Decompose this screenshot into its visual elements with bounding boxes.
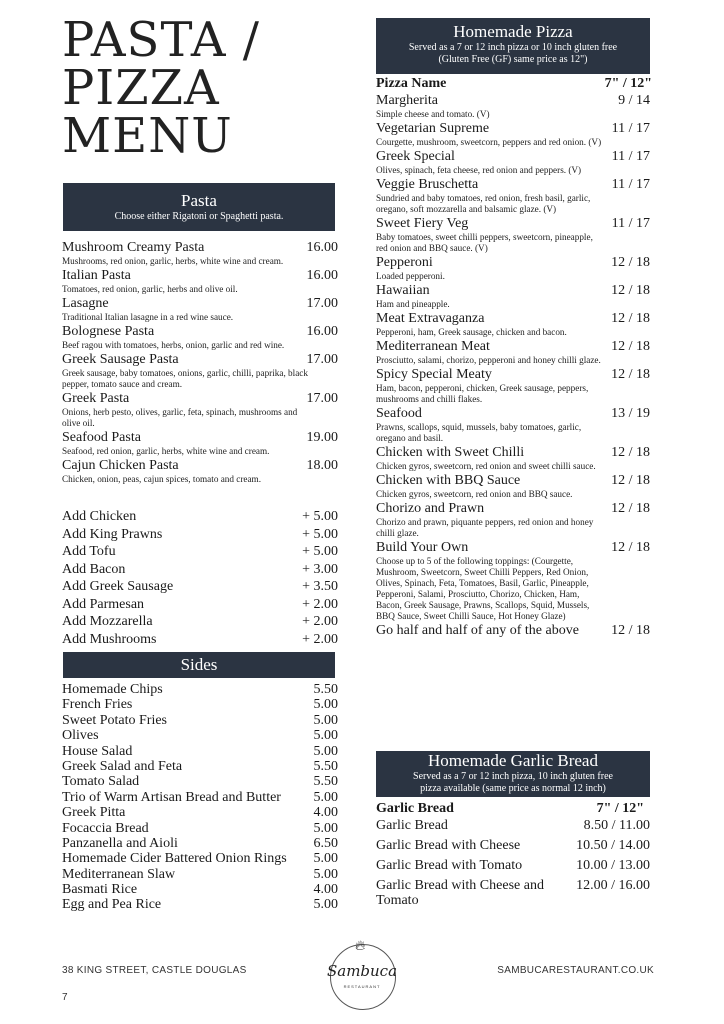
pasta-item <box>62 240 340 267</box>
item-price: 16.00 <box>306 268 338 283</box>
item-price: 12.00 / 16.00 <box>576 878 650 893</box>
item-name: Seafood <box>376 406 422 421</box>
item-name: Seafood Pasta <box>62 430 141 445</box>
pizza-item <box>376 540 652 622</box>
item-price: + 5.00 <box>302 544 338 559</box>
item-price: 13 / 19 <box>611 406 650 421</box>
addon-item <box>62 614 340 632</box>
item-description: Sundried and baby tomatoes, red onion, fresh basil, garlic, oregano, soft mozzarella and balsamic glaze. (V) <box>376 193 591 214</box>
pasta-item <box>62 391 340 429</box>
item-price: 18.00 <box>306 458 338 473</box>
item-price: 12 / 18 <box>611 445 650 460</box>
garlic-bread-item <box>376 838 652 853</box>
pizza-item <box>376 283 652 310</box>
item-name: Add Bacon <box>62 561 126 577</box>
item-description: Greek sausage, baby tomatoes, onions, garlic, chilli, paprika, black pepper, tomato sauce and cream. <box>62 368 308 389</box>
pizza-item <box>376 255 652 282</box>
item-description: Beef ragou with tomatoes, herbs, onion, garlic and red wine. <box>62 340 285 350</box>
item-price: 17.00 <box>306 391 338 406</box>
page-number: 7 <box>62 992 68 1003</box>
side-item <box>62 867 340 882</box>
item-name: Cajun Chicken Pasta <box>62 458 179 473</box>
pizza-item <box>376 367 652 405</box>
item-price: + 5.00 <box>302 509 338 524</box>
item-price: 12 / 18 <box>611 339 650 354</box>
addon-item <box>62 562 340 580</box>
restaurant-logo <box>324 938 400 1018</box>
item-description: Prosciutto, salami, chorizo, pepperoni and honey chilli glaze. <box>376 355 601 365</box>
item-price: 12 / 18 <box>611 255 650 270</box>
pasta-item <box>62 268 340 295</box>
item-name: Egg and Pea Rice <box>62 897 162 913</box>
item-name: Add King Prawns <box>62 526 163 542</box>
item-name: Homemade Chips <box>62 682 163 697</box>
item-price: 12 / 18 <box>611 501 650 516</box>
item-price: 5.00 <box>313 743 338 759</box>
item-description: Chicken gyros, sweetcorn, red onion and sweet chilli sauce. <box>376 461 596 471</box>
item-name: Greek Sausage Pasta <box>62 352 179 367</box>
item-price: 5.00 <box>313 728 338 744</box>
item-price: 12 / 18 <box>611 473 650 488</box>
item-price: 12 / 18 <box>611 623 650 638</box>
item-name: Mushroom Creamy Pasta <box>62 240 205 255</box>
item-price: 12 / 18 <box>611 540 650 555</box>
pizza-item <box>376 501 652 539</box>
item-price: + 5.00 <box>302 526 338 542</box>
item-name: Pepperoni <box>376 255 433 270</box>
item-name: Sweet Potato Fries <box>62 712 167 728</box>
item-description: Ham and pineapple. <box>376 299 450 309</box>
item-name: Mediterranean Slaw <box>62 866 176 882</box>
garlic-bread-item <box>376 818 652 833</box>
logo-subtext: RESTAURANT <box>343 984 381 989</box>
item-name: Build Your Own <box>376 540 469 555</box>
pasta-list <box>62 240 340 486</box>
side-item <box>62 882 340 897</box>
item-name: Veggie Bruschetta <box>376 177 479 192</box>
item-price: 12 / 18 <box>611 311 650 326</box>
item-price: 5.00 <box>313 697 338 713</box>
item-price: 5.00 <box>313 820 338 836</box>
garlic-heading: Homemade Garlic Bread <box>428 751 598 770</box>
item-name: Olives <box>62 728 99 744</box>
item-price: 9 / 14 <box>618 93 650 108</box>
side-item <box>62 682 340 697</box>
item-name: Chorizo and Prawn <box>376 501 485 516</box>
item-description: Choose up to 5 of the following toppings: (Courgette, Mushroom, Sweetcorn, Sweet Chilli Peppers, Red Onion, Olives, Spinach, Feta, Tomatoes, Basil, Garlic, Pineapple, Pepperoni, Salami, Prosciutto, Chorizo, Chicken, Ham, Bacon, Greek Sausage, Prawns, Scallops, Squid, Mussels, BBQ Sauce, Sweet Chilli Sauce, Hot Honey Glaze) <box>376 556 590 621</box>
pizza-col-price: 7" / 12" <box>604 76 652 91</box>
item-price: 6.50 <box>313 835 338 851</box>
item-description: Mushrooms, red onion, garlic, herbs, white wine and cream. <box>62 256 284 266</box>
item-description: Courgette, mushroom, sweetcorn, peppers and red onion. (V) <box>376 137 602 147</box>
pizza-item <box>376 623 652 639</box>
item-name: Focaccia Bread <box>62 820 149 836</box>
item-name: Meat Extravaganza <box>376 311 485 326</box>
addon-item <box>62 579 340 597</box>
item-description: Olives, spinach, feta cheese, red onion and peppers. (V) <box>376 165 582 175</box>
item-price: 17.00 <box>306 296 338 311</box>
pasta-header <box>63 183 335 231</box>
pizza-subheading: Served as a 7 or 12 inch pizza or 10 inch gluten free (Gluten Free (GF) same price as 12") <box>408 42 618 65</box>
side-item <box>62 759 340 774</box>
item-name: House Salad <box>62 743 133 759</box>
item-name: Vegetarian Supreme <box>376 121 490 136</box>
item-description: Traditional Italian lasagne in a red wine sauce. <box>62 312 234 322</box>
item-name: Tomato Salad <box>62 774 140 790</box>
sides-list <box>62 682 340 913</box>
item-name: Chicken with Sweet Chilli <box>376 445 525 460</box>
sides-heading: Sides <box>180 655 218 674</box>
side-item <box>62 728 340 743</box>
pizza-col-name: Pizza Name <box>376 76 447 91</box>
garlic-subheading: Served as a 7 or 12 inch pizza, 10 inch gluten free pizza available (same price as normal 12 inch) <box>413 771 613 794</box>
item-price: 5.00 <box>313 789 338 805</box>
item-name: Greek Pitta <box>62 805 126 821</box>
item-price: 17.00 <box>306 352 338 367</box>
item-name: Add Mozzarella <box>62 614 153 629</box>
footer-website[interactable]: SAMBUCARESTAURANT.CO.UK <box>497 965 654 976</box>
item-price: + 2.00 <box>302 614 338 629</box>
garlic-bread-item <box>376 878 652 908</box>
pizza-item <box>376 473 652 500</box>
item-price: + 2.00 <box>302 631 338 647</box>
item-name: Greek Pasta <box>62 391 130 406</box>
pizza-header <box>376 18 650 74</box>
pizza-item <box>376 445 652 472</box>
item-name: Chicken with BBQ Sauce <box>376 473 521 488</box>
item-name: Add Tofu <box>62 544 116 559</box>
pizza-item <box>376 216 652 254</box>
side-item <box>62 744 340 759</box>
item-price: + 2.00 <box>302 596 338 612</box>
item-name: Margherita <box>376 93 438 108</box>
item-price: 5.00 <box>313 712 338 728</box>
item-price: 5.00 <box>313 866 338 882</box>
item-name: Greek Salad and Feta <box>62 758 183 774</box>
pasta-item <box>62 352 340 390</box>
item-name: Spicy Special Meaty <box>376 367 492 382</box>
item-description: Pepperoni, ham, Greek sausage, chicken and bacon. <box>376 327 567 337</box>
item-name: Garlic Bread <box>376 818 448 833</box>
item-name: Add Greek Sausage <box>62 579 174 594</box>
item-price: 11 / 17 <box>611 121 650 136</box>
pasta-item <box>62 430 340 457</box>
item-price: 4.00 <box>313 882 338 898</box>
pizza-item <box>376 149 652 176</box>
footer-address: 38 KING STREET, CASTLE DOUGLAS <box>62 965 247 976</box>
item-price: 19.00 <box>306 430 338 445</box>
side-item <box>62 897 340 912</box>
item-name: Panzanella and Aioli <box>62 835 178 851</box>
item-name: Garlic Bread with Cheese and Tomato <box>376 878 544 908</box>
item-description: Chicken, onion, peas, cajun spices, tomato and cream. <box>62 474 262 484</box>
item-name: Add Chicken <box>62 509 137 524</box>
item-price: 16.00 <box>306 240 338 255</box>
pizza-item <box>376 177 652 215</box>
side-item <box>62 713 340 728</box>
item-name: Add Mushrooms <box>62 631 157 647</box>
item-name: Sweet Fiery Veg <box>376 216 469 231</box>
item-price: 11 / 17 <box>611 177 650 192</box>
title-line-2: PIZZA <box>62 60 220 116</box>
page-title <box>62 12 362 164</box>
item-description: Onions, herb pesto, olives, garlic, feta, spinach, mushrooms and olive oil. <box>62 407 298 428</box>
side-item <box>62 790 340 805</box>
logo-text: Sambuca <box>326 962 398 980</box>
item-name: Italian Pasta <box>62 268 131 283</box>
pasta-heading: Pasta <box>181 191 217 210</box>
addon-item <box>62 632 340 650</box>
item-price: 12 / 18 <box>611 283 650 298</box>
pasta-item <box>62 458 340 485</box>
item-description: Chorizo and prawn, piquante peppers, red onion and honey chilli glaze. <box>376 517 594 538</box>
pizza-item <box>376 93 652 120</box>
flame-icon: 🔥︎ <box>355 938 366 954</box>
item-price: 8.50 / 11.00 <box>583 818 650 833</box>
item-price: 5.00 <box>313 897 338 913</box>
pizza-item <box>376 406 652 444</box>
item-description: Simple cheese and tomato. (V) <box>376 109 490 119</box>
addon-list <box>62 509 340 649</box>
item-name: Greek Special <box>376 149 455 164</box>
item-price: 4.00 <box>313 805 338 821</box>
item-description: Baby tomatoes, sweet chilli peppers, sweetcorn, pineapple, red onion and BBQ sauce. (V) <box>376 232 593 253</box>
item-description: Prawns, scallops, squid, mussels, baby tomatoes, garlic, oregano and basil. <box>376 422 582 443</box>
item-description: Seafood, red onion, garlic, herbs, white wine and cream. <box>62 446 270 456</box>
item-name: Bolognese Pasta <box>62 324 155 339</box>
addon-item <box>62 544 340 562</box>
title-line-3: MENU <box>62 108 233 164</box>
item-description: Tomatoes, red onion, garlic, herbs and olive oil. <box>62 284 238 294</box>
item-description: Ham, bacon, pepperoni, chicken, Greek sausage, peppers, mushrooms and chilli flakes. <box>376 383 589 404</box>
title-line-1: PASTA / <box>62 12 260 68</box>
addon-item <box>62 509 340 527</box>
addon-item <box>62 597 340 615</box>
item-name: Homemade Cider Battered Onion Rings <box>62 851 287 867</box>
item-name: Add Parmesan <box>62 596 145 612</box>
garlic-col-name: Garlic Bread <box>376 801 454 816</box>
item-description: Chicken gyros, sweetcorn, red onion and BBQ sauce. <box>376 489 573 499</box>
item-name: Lasagne <box>62 296 109 311</box>
item-name: Trio of Warm Artisan Bread and Butter <box>62 789 281 805</box>
pizza-heading: Homemade Pizza <box>453 22 573 41</box>
sides-header <box>63 652 335 678</box>
item-name: Mediterranean Meat <box>376 339 490 354</box>
pasta-item <box>62 296 340 323</box>
side-item <box>62 805 340 820</box>
item-price: 10.50 / 14.00 <box>576 838 650 853</box>
pasta-item <box>62 324 340 351</box>
item-price: + 3.50 <box>302 579 338 594</box>
item-name: Basmati Rice <box>62 882 138 898</box>
item-description: Loaded pepperoni. <box>376 271 445 281</box>
item-price: 5.50 <box>313 682 338 697</box>
item-price: 5.50 <box>313 758 338 774</box>
pizza-item <box>376 339 652 366</box>
item-name: Hawaiian <box>376 283 430 298</box>
pasta-subheading: Choose either Rigatoni or Spaghetti pasta. <box>114 211 284 222</box>
garlic-header <box>376 751 650 797</box>
item-name: Go half and half of any of the above <box>376 623 579 638</box>
side-item <box>62 697 340 712</box>
item-price: 11 / 17 <box>611 149 650 164</box>
garlic-col-price: 7" / 12" <box>596 801 644 816</box>
addon-item <box>62 527 340 545</box>
pizza-item <box>376 311 652 338</box>
garlic-list <box>376 818 652 913</box>
item-price: 10.00 / 13.00 <box>576 858 650 873</box>
item-name: Garlic Bread with Tomato <box>376 858 523 873</box>
side-item <box>62 821 340 836</box>
item-price: 11 / 17 <box>611 216 650 231</box>
side-item <box>62 836 340 851</box>
side-item <box>62 851 340 866</box>
item-price: 5.00 <box>313 851 338 867</box>
item-name: French Fries <box>62 697 133 713</box>
pizza-list <box>376 93 652 640</box>
item-price: 16.00 <box>306 324 338 339</box>
item-price: + 3.00 <box>302 561 338 577</box>
pizza-item <box>376 121 652 148</box>
item-price: 5.50 <box>313 774 338 790</box>
side-item <box>62 774 340 789</box>
item-price: 12 / 18 <box>611 367 650 382</box>
item-name: Garlic Bread with Cheese <box>376 838 521 853</box>
garlic-bread-item <box>376 858 652 873</box>
